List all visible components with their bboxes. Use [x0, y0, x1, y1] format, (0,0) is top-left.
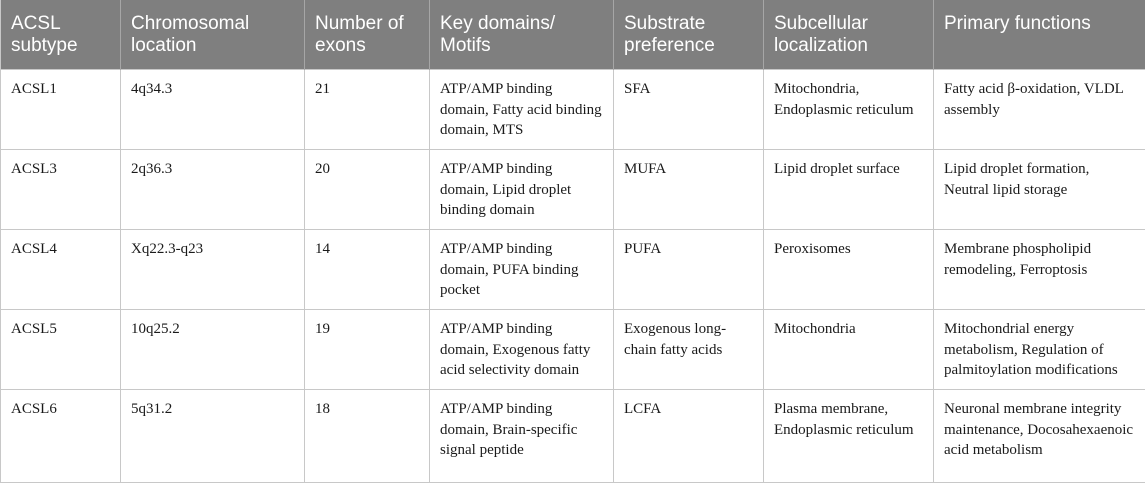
cell-subtype: ACSL6	[1, 390, 121, 483]
cell-location: 5q31.2	[121, 390, 305, 483]
cell-exons: 18	[305, 390, 430, 483]
cell-substrate: LCFA	[614, 390, 764, 483]
cell-location: Xq22.3-q23	[121, 230, 305, 310]
header-number-of-exons: Number of exons	[305, 0, 430, 70]
cell-domains: ATP/AMP binding domain, Exogenous fatty acid selectivity domain	[430, 310, 614, 390]
cell-location: 2q36.3	[121, 150, 305, 230]
cell-domains: ATP/AMP binding domain, PUFA binding pocket	[430, 230, 614, 310]
cell-subtype: ACSL5	[1, 310, 121, 390]
cell-substrate: Exogenous long-chain fatty acids	[614, 310, 764, 390]
header-subcellular-localization: Subcellular localization	[764, 0, 934, 70]
table-row	[1, 310, 1145, 390]
cell-localization: Mitochondria	[764, 310, 934, 390]
cell-domains: ATP/AMP binding domain, Fatty acid binding domain, MTS	[430, 70, 614, 150]
cell-functions: Lipid droplet formation, Neutral lipid storage	[934, 150, 1145, 230]
cell-exons: 20	[305, 150, 430, 230]
cell-localization: Lipid droplet surface	[764, 150, 934, 230]
cell-domains: ATP/AMP binding domain, Brain-specific signal peptide	[430, 390, 614, 483]
cell-substrate: PUFA	[614, 230, 764, 310]
header-acsl-subtype: ACSL subtype	[1, 0, 121, 70]
table-header	[1, 0, 1145, 70]
table-row	[1, 230, 1145, 310]
table-body	[1, 70, 1145, 483]
cell-localization: Plasma membrane, Endoplasmic reticulum	[764, 390, 934, 483]
header-primary-functions: Primary functions	[934, 0, 1145, 70]
cell-functions: Neuronal membrane integrity maintenance, Docosahexaenoic acid metabolism	[934, 390, 1145, 483]
cell-location: 10q25.2	[121, 310, 305, 390]
cell-substrate: SFA	[614, 70, 764, 150]
cell-subtype: ACSL1	[1, 70, 121, 150]
header-substrate-preference: Substrate preference	[614, 0, 764, 70]
table-row	[1, 70, 1145, 150]
cell-exons: 14	[305, 230, 430, 310]
header-row	[1, 0, 1145, 70]
cell-subtype: ACSL4	[1, 230, 121, 310]
table-row	[1, 390, 1145, 483]
cell-functions: Mitochondrial energy metabolism, Regulation of palmitoylation modifications	[934, 310, 1145, 390]
cell-exons: 21	[305, 70, 430, 150]
table-row	[1, 150, 1145, 230]
cell-localization: Mitochondria, Endoplasmic reticulum	[764, 70, 934, 150]
cell-location: 4q34.3	[121, 70, 305, 150]
cell-exons: 19	[305, 310, 430, 390]
header-chromosomal-location: Chromosomal location	[121, 0, 305, 70]
cell-substrate: MUFA	[614, 150, 764, 230]
cell-localization: Peroxisomes	[764, 230, 934, 310]
cell-functions: Membrane phospholipid remodeling, Ferroptosis	[934, 230, 1145, 310]
cell-functions: Fatty acid β-oxidation, VLDL assembly	[934, 70, 1145, 150]
header-key-domains-motifs: Key domains/ Motifs	[430, 0, 614, 70]
cell-subtype: ACSL3	[1, 150, 121, 230]
cell-domains: ATP/AMP binding domain, Lipid droplet binding domain	[430, 150, 614, 230]
